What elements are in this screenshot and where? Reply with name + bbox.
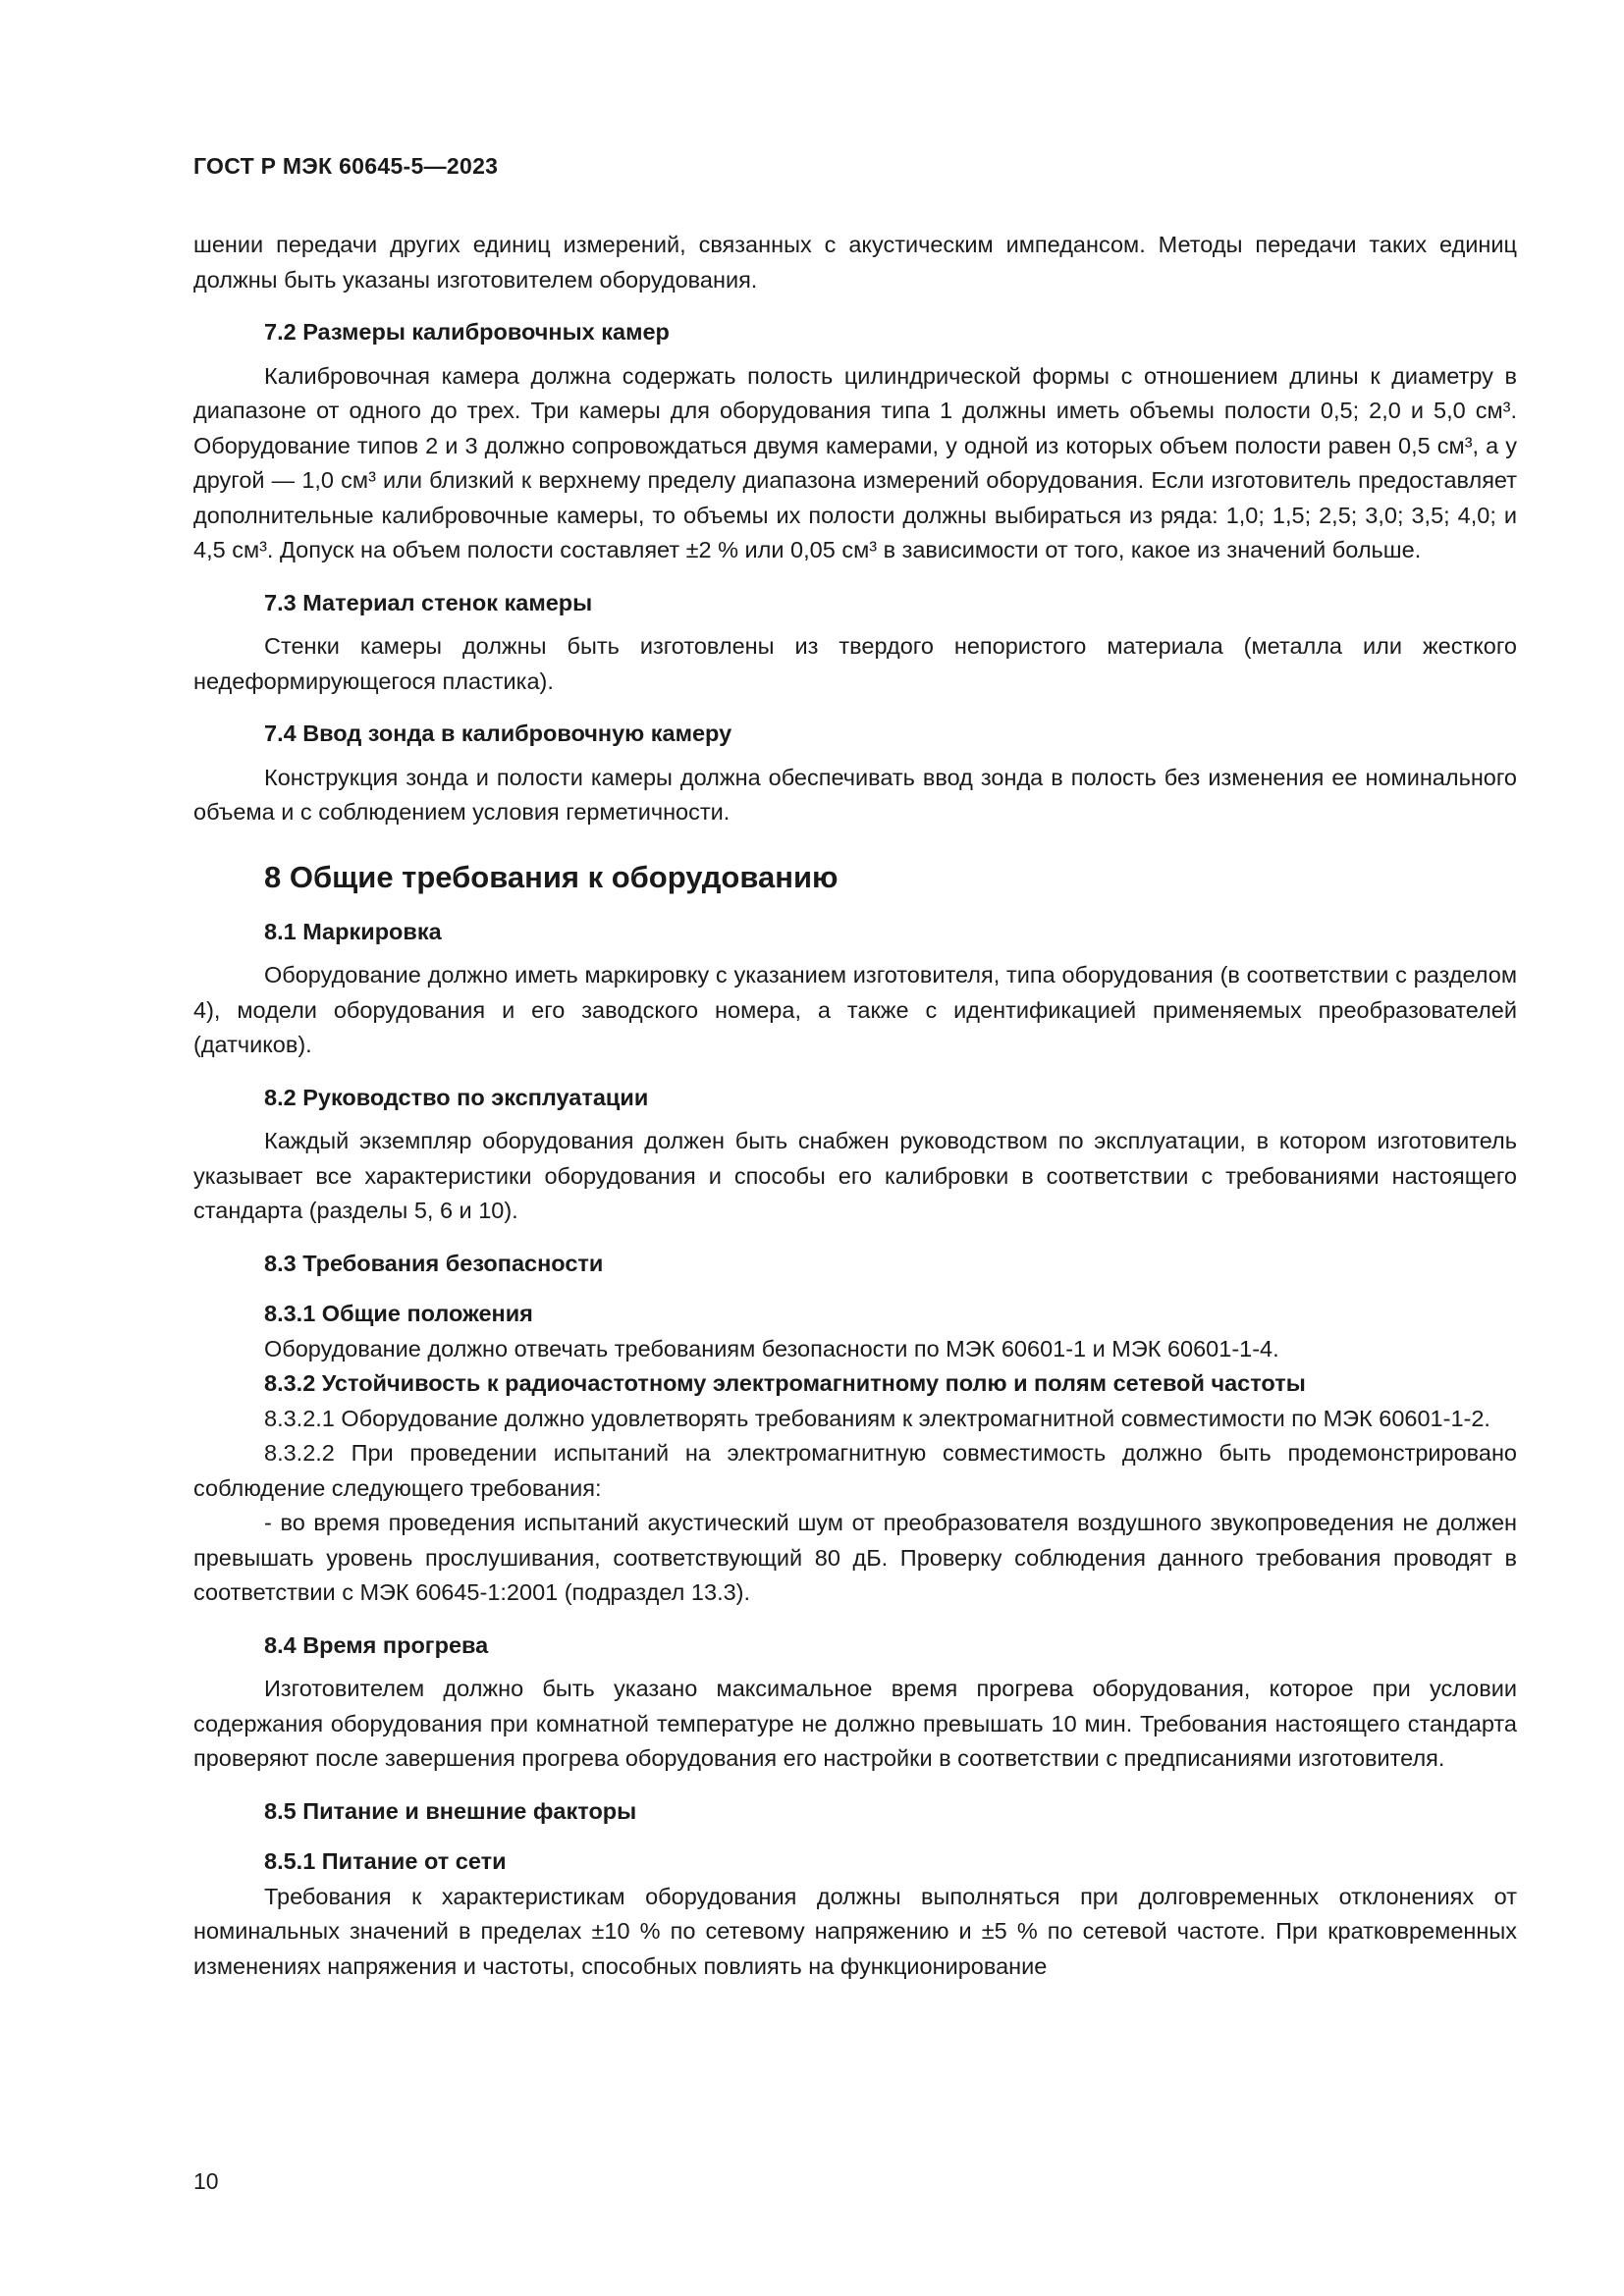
document-body (193, 228, 1517, 1984)
paragraph-7-3: Стенки камеры должны быть изготовлены из твердого непористого материала (металла или жесткого недеформирующегося пластика). (193, 633, 1517, 694)
paragraph-7-4: Конструкция зонда и полости камеры должна обеспечивать ввод зонда в полость без изменения ее номинального объема и с соблюдением условия герметичности. (193, 764, 1517, 825)
page-number: 10 (193, 2168, 219, 2194)
paragraph-7-2: Калибровочная камера должна содержать полость цилиндрической формы с отношением длины к диаметру в диапазоне от одного до трех. Три камеры для оборудования типа 1 должны иметь объемы полости 0,5; 2,0 и 5,0 см³. Оборудование типов 2 и 3 должно сопровождаться двумя камерами, у одной из которых объем полости равен 0,5 см³, а у другой — 1,0 см³ или близкий к верхнему пределу диапазона измерений оборудования. Если изготовитель предоставляет дополнительные калибровочные камеры, то объемы их полости должны выбираться из ряда: 1,0; 1,5; 2,5; 3,0; 3,5; 4,0; и 4,5 см³. Допуск на объем полости составляет ±2 % или 0,05 см³ в зависимости от того, какое из значений больше. (193, 362, 1517, 562)
paragraph-8-4: Изготовителем должно быть указано максимальное время прогрева оборудования, которое при условии содержания оборудования при комнатной температуре не должно превышать 10 мин. Требования настоящего стандарта проверяют после завершения прогрева оборудования его настройки в соответствии с предписаниями изготовителя. (193, 1676, 1517, 1771)
paragraph-continuation: шении передачи других единиц измерений, связанных с акустическим импедансом. Методы передачи таких единиц должны быть указаны изготовителем оборудования. (193, 232, 1517, 293)
document-header: ГОСТ Р МЭК 60645-5—2023 (193, 153, 499, 179)
section-heading-8-2: 8.2 Руководство по эксплуатации (264, 1084, 649, 1110)
subsection-heading-8-5-1: 8.5.1 Питание от сети (264, 1848, 507, 1874)
paragraph-8-3-2-2: 8.3.2.2 При проведении испытаний на электромагнитную совместимость должно быть продемонстрировано соблюдение следующего требования: (193, 1440, 1517, 1501)
section-heading-8-3: 8.3 Требования безопасности (264, 1250, 604, 1276)
paragraph-8-3-1: Оборудование должно отвечать требованиям безопасности по МЭК 60601-1 и МЭК 60601-1-4. (264, 1335, 1279, 1362)
paragraph-8-5-1: Требования к характеристикам оборудования должны выполняться при долговременных отклонениях от номинальных значений в пределах ±10 % по сетевому напряжению и ±5 % по сетевой частоте. При кратковременных изменениях напряжения и частоты, способных повлиять на функционирование (193, 1883, 1517, 1979)
paragraph-8-1: Оборудование должно иметь маркировку с указанием изготовителя, типа оборудования (в соответствии с разделом 4), модели оборудования и его заводского номера, а также с идентификацией применяемых преобразователей (датчиков). (193, 962, 1517, 1057)
paragraph-8-2: Каждый экземпляр оборудования должен быть снабжен руководством по эксплуатации, в котором изготовитель указывает все характеристики оборудования и способы его калибровки в соответствии с требованиями настоящего стандарта (разделы 5, 6 и 10). (193, 1128, 1517, 1223)
paragraph-8-3-2-1: 8.3.2.1 Оборудование должно удовлетворять требованиям к электромагнитной совместимости по МЭК 60601-1-2. (264, 1405, 1490, 1431)
chapter-heading-8: 8 Общие требования к оборудованию (264, 859, 839, 894)
subsection-heading-8-3-2: 8.3.2 Устойчивость к радиочастотному электромагнитному полю и полям сетевой частоты (264, 1370, 1306, 1396)
section-heading-7-3: 7.3 Материал стенок камеры (264, 589, 593, 615)
section-heading-8-1: 8.1 Маркировка (264, 918, 442, 944)
section-heading-8-5: 8.5 Питание и внешние факторы (264, 1797, 637, 1824)
subsection-heading-8-3-1: 8.3.1 Общие положения (264, 1301, 533, 1326)
list-item-dash: - во время проведения испытаний акустический шум от преобразователя воздушного звукопроведения не должен превышать уровень прослушивания, соответствующий 80 дБ. Проверку соблюдения данного требования проводят в соответствии с МЭК 60645-1:2001 (подраздел 13.3). (193, 1510, 1517, 1605)
section-heading-7-2: 7.2 Размеры калибровочных камер (264, 319, 670, 345)
section-heading-7-4: 7.4 Ввод зонда в калибровочную камеру (264, 721, 732, 746)
section-heading-8-4: 8.4 Время прогрева (264, 1631, 489, 1658)
